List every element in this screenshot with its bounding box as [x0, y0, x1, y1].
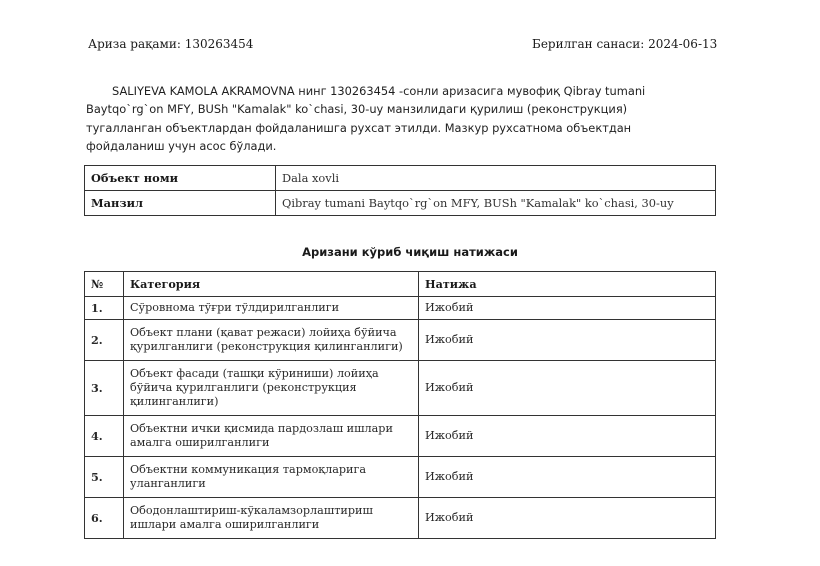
row-category: Объектни ички қисмида пардозлаш ишлари амалга оширилганлиги: [124, 416, 419, 457]
table-row: [85, 498, 716, 539]
table-row: [85, 361, 716, 416]
object-name-label: Объект номи: [85, 166, 276, 191]
row-category: Сўровнома тўғри тўлдирилганлиги: [124, 297, 419, 320]
row-number: 1.: [85, 297, 124, 320]
column-header-result: Натижа: [419, 272, 716, 297]
row-result: Ижобий: [419, 498, 716, 539]
table-header-row: [85, 272, 716, 297]
column-header-category: Категория: [124, 272, 419, 297]
address-label: Манзил: [85, 191, 276, 216]
row-result: Ижобий: [419, 361, 716, 416]
results-title: Аризани кўриб чиқиш натижаси: [302, 245, 518, 259]
row-result: Ижобий: [419, 320, 716, 361]
table-row: [85, 416, 716, 457]
permit-statement: SALIYEVA KAMOLA AKRAMOVNA нинг 130263454 -сонли аризасига мувофиқ Qibray tumani Baytqo`rg`on MFY, BUSh "Kamalak" ko`chasi, 30-uy манзилидаги қурилиш (реконструкция) тугалланган объектлардан фойдаланишга рухсат этилди. Мазкур рухсатнома объектдан фойдаланиш учун асос бўлади.: [86, 84, 646, 154]
application-number: Ариза рақами: 130263454: [88, 37, 254, 51]
row-number: 6.: [85, 498, 124, 539]
row-category: Ободонлаштириш-кўкаламзорлаштириш ишлари амалга оширилганлиги: [124, 498, 419, 539]
row-result: Ижобий: [419, 297, 716, 320]
results-table: [84, 271, 716, 539]
issue-date: Берилган санаси: 2024-06-13: [532, 37, 718, 51]
table-row: [85, 320, 716, 361]
row-result: Ижобий: [419, 416, 716, 457]
table-row: [85, 297, 716, 320]
row-result: Ижобий: [419, 457, 716, 498]
table-row: [85, 166, 716, 191]
row-number: 5.: [85, 457, 124, 498]
row-category: Объект плани (қават режаси) лойиҳа бўйича қурилганлиги (реконструкция қилинганлиги): [124, 320, 419, 361]
column-header-number: №: [85, 272, 124, 297]
row-number: 3.: [85, 361, 124, 416]
object-name-value: Dala xovli: [276, 166, 716, 191]
object-info-table: [84, 165, 716, 216]
row-category: Объектни коммуникация тармоқларига уланганлиги: [124, 457, 419, 498]
row-number: 4.: [85, 416, 124, 457]
table-row: [85, 457, 716, 498]
table-row: [85, 191, 716, 216]
row-category: Объект фасади (ташқи кўриниши) лойиҳа бўйича қурилганлиги (реконструкция қилинганлиги): [124, 361, 419, 416]
row-number: 2.: [85, 320, 124, 361]
address-value: Qibray tumani Baytqo`rg`on MFY, BUSh "Kamalak" ko`chasi, 30-uy: [276, 191, 716, 216]
